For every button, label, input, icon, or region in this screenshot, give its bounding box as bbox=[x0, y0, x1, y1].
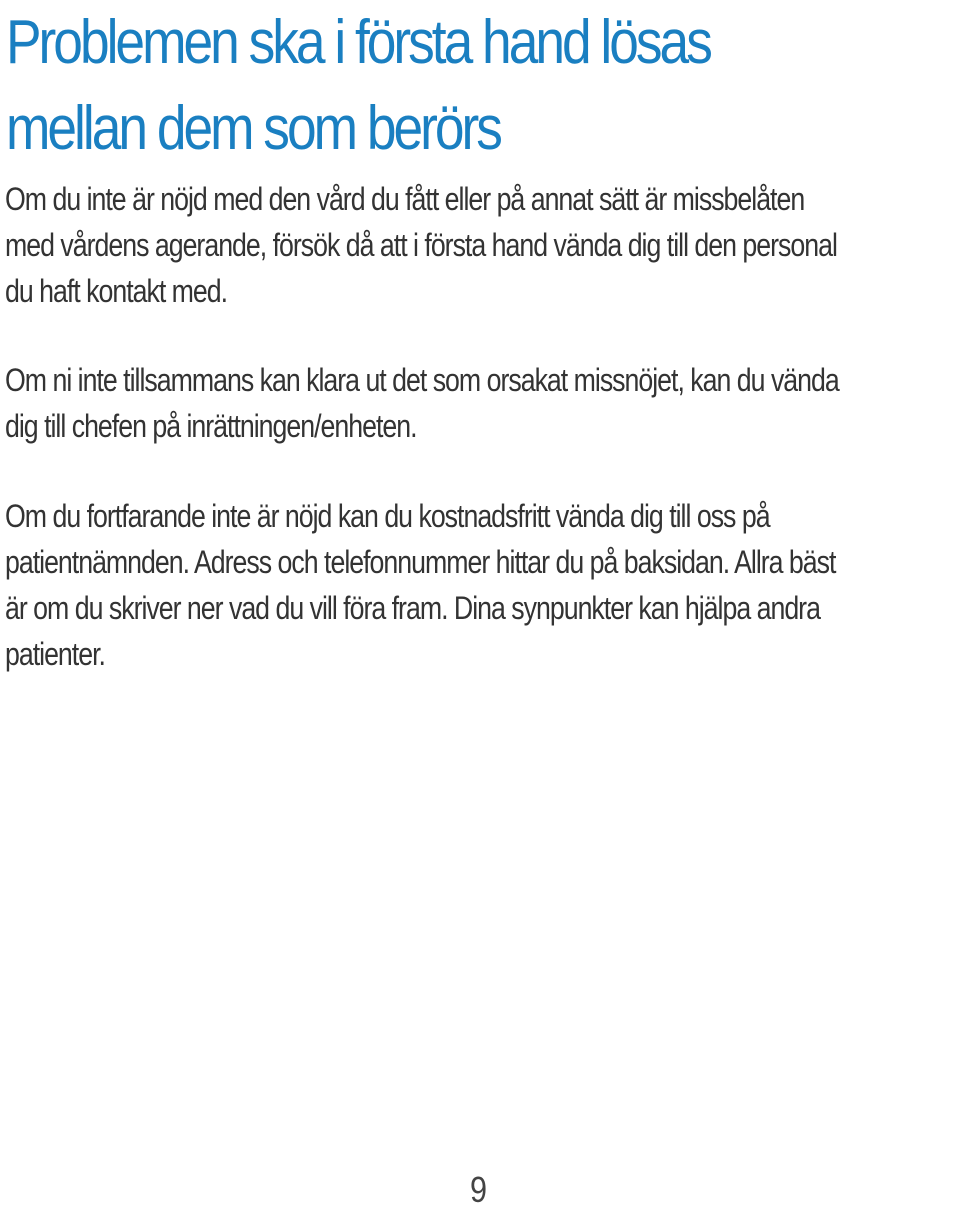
paragraph-3-line-4: patienter. bbox=[5, 636, 105, 672]
page-number: 9 bbox=[470, 1169, 488, 1210]
paragraph-3-line-3: är om du skriver ner vad du vill föra fram. Dina synpunkter kan hjälpa andra bbox=[5, 590, 820, 626]
paragraph-3 bbox=[5, 493, 924, 677]
paragraph-2-line-1: Om ni inte tillsammans kan klara ut det som orsakat missnöjet, kan du vända bbox=[5, 362, 839, 398]
title-line-1: Problemen ska i första hand lösas bbox=[6, 8, 710, 77]
paragraph-2 bbox=[5, 357, 924, 449]
paragraph-1 bbox=[5, 176, 924, 314]
paragraph-1-line-2: med vårdens agerande, försök då att i första hand vända dig till den personal bbox=[5, 227, 837, 263]
paragraph-1-line-3: du haft kontakt med. bbox=[5, 273, 228, 309]
paragraph-2-line-2: dig till chefen på inrättningen/enheten. bbox=[5, 408, 417, 444]
page-title bbox=[6, 0, 814, 172]
paragraph-1-line-1: Om du inte är nöjd med den vård du fått eller på annat sätt är missbelåten bbox=[5, 181, 805, 217]
paragraph-3-line-2: patientnämnden. Adress och telefonnummer hittar du på baksidan. Allra bäst bbox=[5, 544, 836, 580]
paragraph-3-line-1: Om du fortfarande inte är nöjd kan du kostnadsfritt vända dig till oss på bbox=[5, 498, 770, 534]
title-line-2: mellan dem som berörs bbox=[6, 94, 500, 163]
